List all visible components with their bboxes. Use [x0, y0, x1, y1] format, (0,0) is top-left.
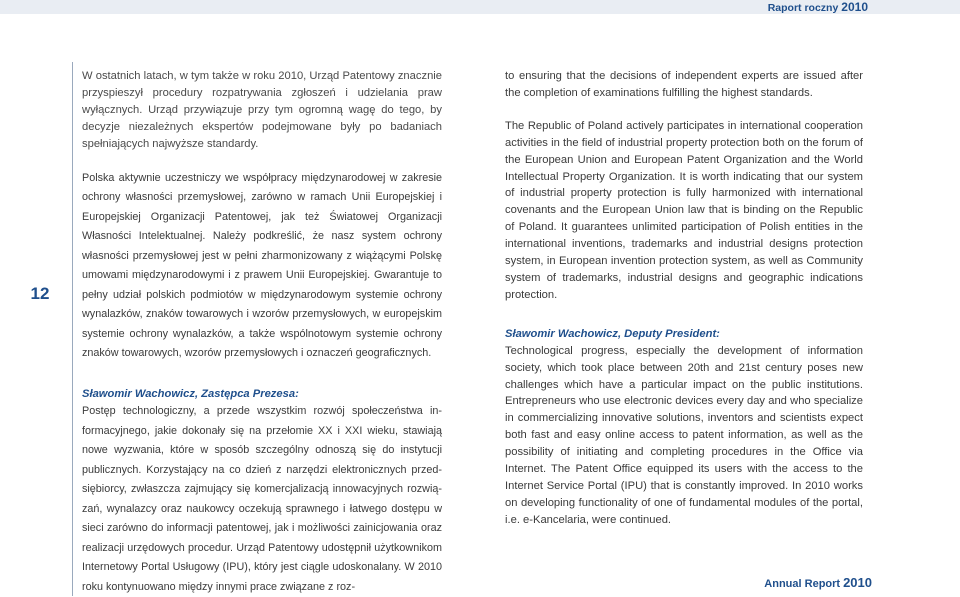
page-number: 12 — [30, 284, 50, 303]
en-signature: Sławomir Wachowicz, Deputy President: — [505, 327, 720, 340]
header-year: 2010 — [841, 0, 868, 14]
margin-rule — [72, 62, 73, 596]
pl-paragraph-1: W ostatnich latach, w tym także w roku 2010, Urząd Patentowy znacznie przyspieszył procedury rozpatrywania zgłoszeń i udzielania praw wyłącznych. Urząd przywiązuje przy tym ogromną wagę do tego, by decyzje niezależnych ekspertów podejmowane były po badaniach spełniających najwyższe standardy. — [82, 70, 442, 150]
polish-column — [82, 68, 442, 597]
running-header — [768, 0, 868, 14]
footer-year: 2010 — [843, 575, 872, 590]
english-column — [505, 68, 863, 529]
footer-title: Annual Report — [764, 578, 841, 590]
pl-paragraph-2: Polska aktywnie uczestniczy we współpracy międzynarodowej w zakresie ochrony własności przemysłowej, zarówno w ramach Unii Europejskiej i Europejskiej Organizacji Patentowej, jak też Światowej Organizacji Własności Intelektualnej. Należy podkreślić, że nasz system ochrony własności przemysłowej jest w pełni zharmonizowany z wiążącymi Polskę umowami międzynarodowymi i z prawem Unii Europejskiej. Gwarantuje to pełny udział polskich podmiotów w międzynarodowym systemie ochrony wynalazków, znaków towarowych i wzorów przemysłowych, w europejskim systemie ochrony wynalazków, a także wspólnotowym systemie ochrony znaków towarowych, wzorów przemysłowych i oznaczeń geograficznych. — [82, 171, 442, 360]
en-paragraph-2: The Republic of Poland actively participates in international cooperation activities in the field of industrial property protection both on the forum of the European Union and European Patent Organization and the World Intellectual Property Organization. It is worth indicating that our system of industrial property protection is fully harmonized with international covenants and the European Union law that is binding on the Republic of Poland. It guarantees unlimited participation of Polish entities in the international inventions, trademarks and industrial designs protection system, in European invention protection system, as well as Community system of trademarks, industrial designs and geographic indications protection. — [505, 119, 863, 301]
pl-paragraph-3: Postęp technologiczny, a przede wszystkim rozwój społeczeństwa informacyjnego, jakie dokonały się na przełomie XX i XXI wieku, stawiają nowe wyzwania, które w sposób szczególny odnoszą się do instytucji publicznych. Korzystający na co dzień z narzędzi elektronicznych przedsiębiorcy, zwłaszcza zajmujący się komercjalizacją innowacyjnych rozwiązań, wynalazcy oraz naukowcy oczekują sprawnego i łatwego dostępu w sieci zarówno do informacji patentowej, jak i możliwości zainicjowania oraz realizacji urzędowych procedur. Urząd Patentowy udostępnił użytkownikom Internetowy Portal Usługowy (IPU), który jest ciągle udoskonalany. W 2010 roku kontynuowano między innymi prace związane z roz- — [82, 405, 442, 593]
en-paragraph-3: Technological progress, especially the development of information society, which took place between 20th and 21st century poses new challenges which have a particular impact on the public institutions. Entrepreneurs who use electronic devices every day and who specialize in commercializing innovative solutions, inventors and scientists expect both fast and easy online access to patent information, as well as the possibility of initiating and completing procedures in the Office via Internet. The Patent Office equipped its users with the access to the Internet Service Portal (IPU) that is constantly improved. In 2010 works on developing functionality of one of fundamental modules of the portal, i.e. e-Kancelaria, were continued. — [505, 344, 863, 526]
en-paragraph-1: to ensuring that the decisions of independent experts are issued after the completion of examinations fulfilling the highest standards. — [505, 70, 863, 99]
pl-signature: Sławomir Wachowicz, Zastępca Prezesa: — [82, 387, 299, 400]
running-footer — [764, 574, 872, 592]
header-title: Raport roczny — [767, 2, 839, 14]
